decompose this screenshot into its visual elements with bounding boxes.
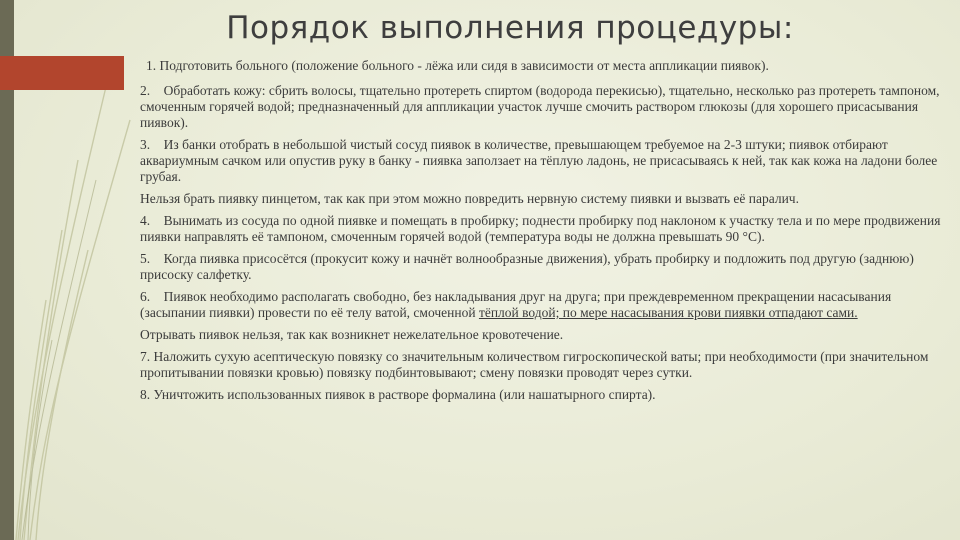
list-item bbox=[140, 251, 946, 283]
list-item bbox=[140, 289, 946, 321]
underlined-text[interactable]: тёплой водой; по мере насасывания крови пиявки отпадают сами. bbox=[478, 305, 858, 320]
list-item bbox=[140, 191, 946, 207]
item-text: Из банки отобрать в небольшой чистый сосуд пиявок в количестве, превышающем требуемое на 2-3 штуки; пиявок отбирают аквариумным сачком или опустив руку в банку - пиявка заползает на тёплую ладонь, не присасываясь к ней, так как кожа на ладони более грубая. bbox=[140, 137, 938, 184]
item-number: 3. bbox=[140, 137, 151, 152]
list-item bbox=[140, 327, 946, 343]
page-title: Порядок выполнения процедуры: bbox=[226, 10, 794, 46]
item-number: 4. bbox=[140, 213, 151, 228]
procedure-list bbox=[140, 58, 946, 409]
list-item bbox=[140, 213, 946, 245]
item-text: Когда пиявка присосётся (прокусит кожу и начнёт волнообразные движения), убрать пробирку и подложить под другую (заднюю) присоску салфетку. bbox=[140, 251, 914, 282]
item-text: Обработать кожу: сбрить волосы, тщательно протереть спиртом (водорода перекисью), тщательно, несколько раз протереть тампоном, смоченным горячей водой; предназначенный для аппликации участок лучше смочить раствором глюкозы (для хорошего присасывания пиявок). bbox=[140, 83, 940, 130]
item-number: 8. bbox=[140, 387, 151, 402]
accent-bar bbox=[0, 56, 124, 90]
item-text: Отрывать пиявок нельзя, так как возникнет нежелательное кровотечение. bbox=[140, 327, 564, 342]
list-item bbox=[140, 137, 946, 185]
list-item bbox=[140, 387, 946, 403]
item-text: Пиявок необходимо располагать свободно, без накладывания друг на друга; при преждевременном прекращении насасывания (засыпании пиявки) провести по её телу ватой, смоченной bbox=[140, 289, 892, 320]
item-text: Подготовить больного (положение больного - лёжа или сидя в зависимости от места аппликации пиявок). bbox=[159, 58, 769, 73]
item-text: Вынимать из сосуда по одной пиявке и помещать в пробирку; поднести пробирку под наклоном к участку тела и по мере продвижения пиявки направлять её тампоном, смоченным горячей водой (температура воды не должна превышать 90 °С). bbox=[140, 213, 941, 244]
item-number: 2. bbox=[140, 83, 151, 98]
list-item bbox=[140, 349, 946, 381]
list-item bbox=[140, 58, 946, 74]
item-number: 5. bbox=[140, 251, 151, 266]
item-text: Нельзя брать пиявку пинцетом, так как при этом можно повредить нервную систему пиявки и вызвать её паралич. bbox=[140, 191, 799, 206]
item-text: Наложить сухую асептическую повязку со значительным количеством гигроскопической ваты; при необходимости (при значительном пропитывании повязки кровью) повязку подбинтовывают; смену повязки проводят через сутки. bbox=[140, 349, 929, 380]
list-item bbox=[140, 83, 946, 131]
item-number: 6. bbox=[140, 289, 151, 304]
item-number: 1. bbox=[146, 58, 157, 73]
item-number: 7. bbox=[140, 349, 151, 364]
item-text: Уничтожить использованных пиявок в растворе формалина (или нашатырного спирта). bbox=[153, 387, 656, 402]
